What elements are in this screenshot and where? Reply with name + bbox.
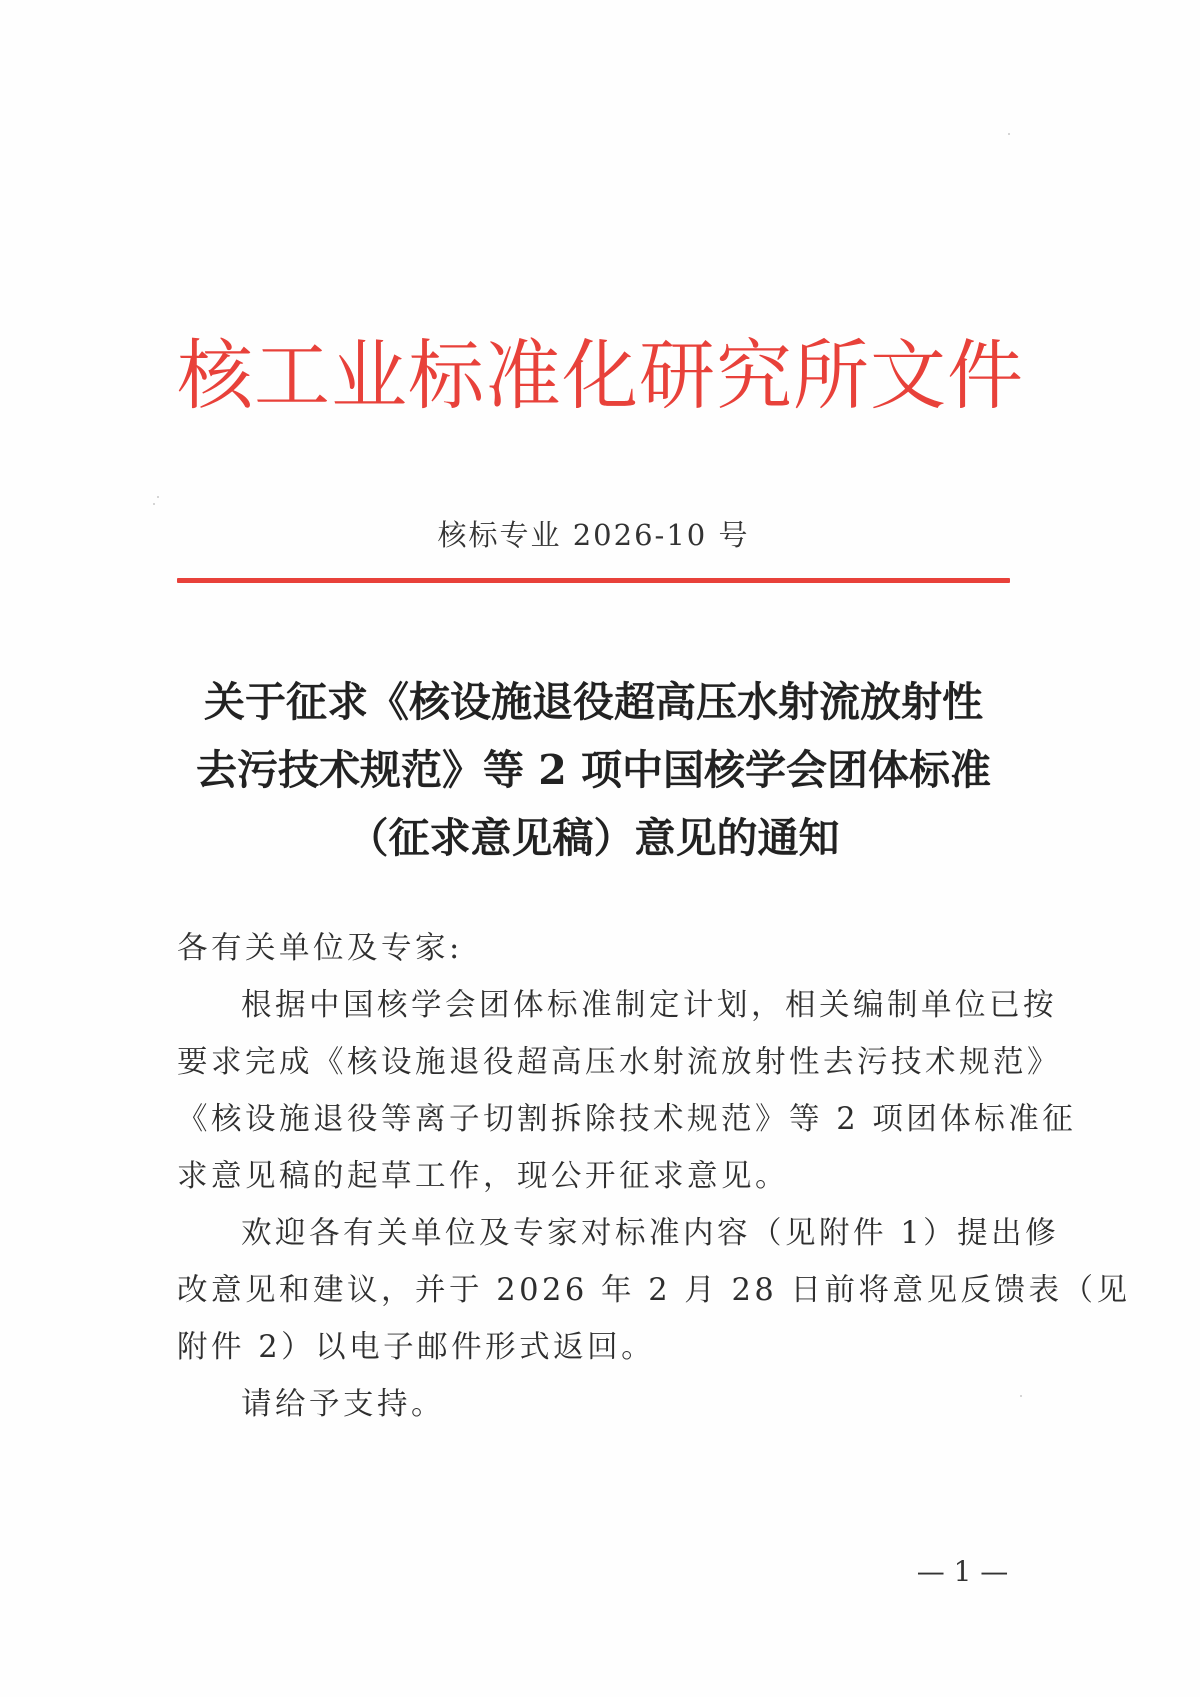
scan-speck	[1008, 133, 1010, 135]
notice-title-line: 关于征求《核设施退役超高压水射流放射性	[204, 678, 983, 726]
scan-speck	[1020, 1395, 1022, 1397]
notice-title	[170, 668, 1017, 872]
body-line: 欢迎各有关单位及专家对标准内容（见附件 1）提出修	[241, 1216, 1060, 1251]
body-line: 要求完成《核设施退役超高压水射流放射性去污技术规范》	[177, 1045, 1061, 1080]
body-line: 附件 2）以电子邮件形式返回。	[177, 1330, 656, 1365]
page-number: — 1 —	[916, 1555, 1009, 1588]
notice-title-line: 去污技术规范》等 2 项中国核学会团体标准	[195, 746, 992, 794]
notice-body	[177, 920, 1131, 1433]
body-line: 根据中国核学会团体标准制定计划，相关编制单位已按	[241, 988, 1057, 1023]
notice-title-line: （征求意见稿）意见的通知	[347, 814, 840, 862]
document-number: 核标专业 2026-10 号	[437, 518, 750, 552]
red-separator-rule	[177, 578, 1010, 583]
salutation: 各有关单位及专家:	[177, 931, 463, 966]
issuing-organization-header: 核工业标准化研究所文件	[177, 331, 1024, 420]
body-line: 改意见和建议，并于 2026 年 2 月 28 日前将意见反馈表（见	[177, 1273, 1131, 1308]
body-line: 求意见稿的起草工作，现公开征求意见。	[177, 1159, 789, 1194]
closing-line: 请给予支持。	[241, 1387, 445, 1422]
body-line: 《核设施退役等离子切割拆除技术规范》等 2 项团体标准征	[177, 1102, 1077, 1137]
scan-speck	[153, 503, 155, 505]
scan-speck	[157, 496, 159, 498]
